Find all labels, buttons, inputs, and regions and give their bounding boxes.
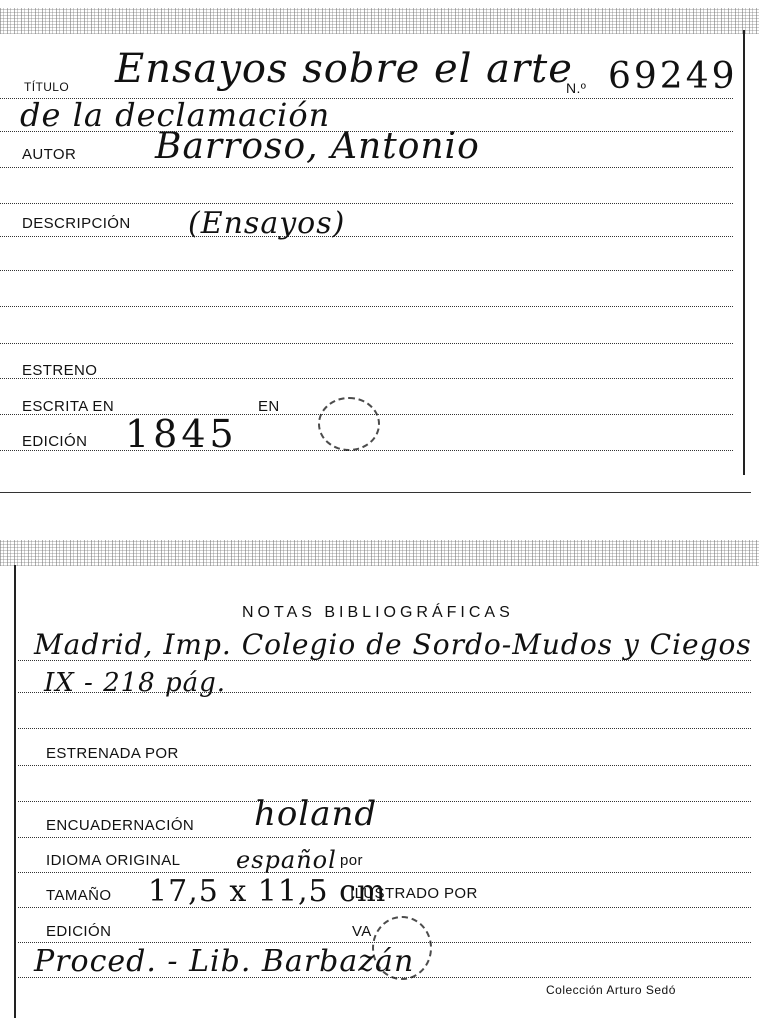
label-edicion: EDICIÓN [22,433,88,450]
handwritten-binding: holand [254,794,378,834]
label-titulo: TÍTULO [24,80,70,94]
ruled-line [18,837,751,838]
handwritten-notes-line1: Madrid, Imp. Colegio de Sordo-Mudos y Ciegos [34,628,752,661]
ruled-line [18,801,751,802]
notas-heading: NOTAS BIBLIOGRÁFICAS [242,604,514,621]
ruled-line [18,765,751,766]
handwritten-language: español [236,846,337,874]
card-right-border [743,30,745,475]
handwritten-description: (Ensayos) [188,206,346,241]
label-por: por [340,852,363,869]
ruled-line [0,236,733,237]
label-descripcion: DESCRIPCIÓN [22,215,131,232]
label-autor: AUTOR [22,146,77,163]
label-escrita-en: ESCRITA EN [22,398,115,415]
handwritten-number: 69249 [608,56,738,97]
label-va: VA [352,923,372,940]
label-en: EN [258,398,280,415]
label-estreno: ESTRENO [22,362,98,379]
ruled-line [18,872,751,873]
label-ilustrado-por: ILUSTRADO POR [350,885,478,902]
ruled-line [18,728,751,729]
ruled-line [0,270,733,271]
label-tamano: TAMAÑO [46,887,112,904]
handwritten-size: 17,5 x 11,5 cm [148,874,387,909]
ruled-line [0,450,733,451]
handwritten-notes-line2: IX - 218 pág. [44,668,227,698]
ruled-line [0,167,733,168]
ruled-line [0,343,733,344]
card-bottom-edge [0,492,751,493]
handwritten-author: Barroso, Antonio [155,126,480,167]
card-edge-texture [0,540,759,566]
card-edge-texture [0,8,759,34]
label-number: N.º [566,80,587,96]
ruled-line [0,306,733,307]
handwritten-edition-year: 1845 [125,412,238,456]
handwritten-title-line2: de la declamación [20,96,331,134]
ruled-line [0,203,733,204]
handwritten-provenance: Proced. - Lib. Barbazán [34,944,415,979]
handwritten-title-line1: Ensayos sobre el arte [115,46,573,92]
ruled-line [0,378,733,379]
label-idioma-original: IDIOMA ORIGINAL [46,852,181,869]
card-left-border [14,565,16,1018]
catalog-card-top [0,0,759,495]
faint-circle-stamp [318,397,380,451]
label-estrenada-por: ESTRENADA POR [46,745,179,762]
label-edicion-bottom: EDICIÓN [46,923,112,940]
collection-credit: Colección Arturo Sedó [546,983,676,997]
label-encuadernacion: ENCUADERNACIÓN [46,817,195,834]
